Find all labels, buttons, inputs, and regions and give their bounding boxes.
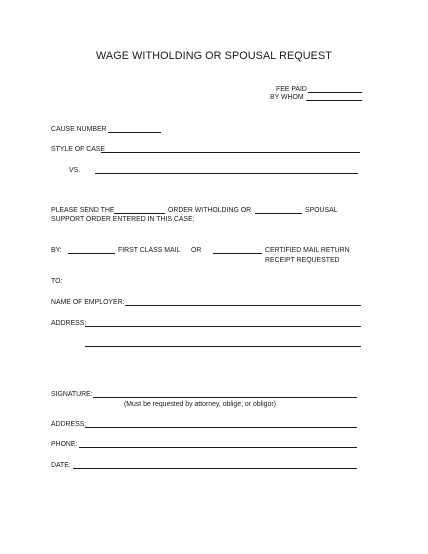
style-of-case-field[interactable] [101,152,360,153]
cause-number-field[interactable] [108,132,161,133]
signature-note: (Must be requested by attorney, oblige, or obligor) [124,401,276,408]
receipt-label: RECEIPT REQUESTED [265,257,340,264]
support-order-label: SUPPORT ORDER ENTERED IN THIS CASE: [51,216,195,223]
employer-field[interactable] [125,305,361,306]
spousal-label: SPOUSAL [305,207,338,214]
certified-label: CERTIFIED MAIL RETURN [265,247,350,254]
date-label: DATE: [51,462,71,469]
please-send-label: PLEASE SEND THE [51,207,115,214]
signature-label: SIGNATURE: [51,391,93,398]
date-field[interactable] [73,468,357,469]
fee-paid-label: FEE PAID [276,86,307,93]
phone-field[interactable] [79,447,357,448]
to-label: TO: [51,278,63,285]
order-witholding-field[interactable] [255,213,302,214]
fee-paid-field[interactable] [308,92,362,93]
certified-field[interactable] [213,253,262,254]
phone-label: PHONE: [51,441,78,448]
first-class-field[interactable] [68,253,115,254]
address-field-line1[interactable] [85,326,361,327]
first-class-label: FIRST CLASS MAIL [118,247,181,254]
or-label: OR [191,247,202,254]
please-send-field[interactable] [114,213,165,214]
address2-label: ADDRESS: [51,421,87,428]
address-label: ADDRESS: [51,320,87,327]
address2-field[interactable] [85,427,357,428]
cause-number-label: CAUSE NUMBER [51,126,107,133]
order-witholding-label: ORDER WITHOLDING OR [168,207,252,214]
signature-field[interactable] [93,397,357,398]
employer-label: NAME OF EMPLOYER: [51,299,125,306]
address-field-line2[interactable] [85,346,361,347]
by-label: BY: [51,247,62,254]
by-whom-label: BY WHOM [270,94,304,101]
form-title: WAGE WITHOLDING OR SPOUSAL REQUEST [96,50,332,62]
style-of-case-label: STYLE OF CASE [51,146,105,153]
vs-field[interactable] [95,173,358,174]
by-whom-field[interactable] [306,100,362,101]
vs-label: VS. [69,167,81,174]
